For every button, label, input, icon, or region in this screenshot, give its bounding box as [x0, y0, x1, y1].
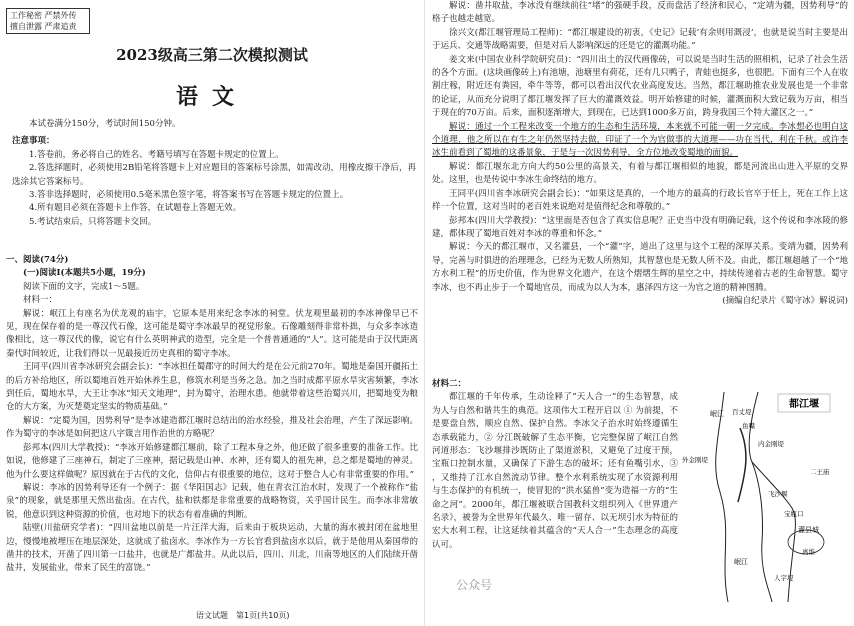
- label-minjiang-upper: 岷江: [710, 410, 724, 418]
- paragraph: 王同平(四川省李冰研究会副会长)：“如果这是真的，一个地方的最高的行政长官卒于任上，死在工作上这样一个位置，这对当时的老百姓来说绝对是值得纪念和尊敬的。”: [432, 188, 848, 213]
- paragraph: 解说：岷江上有座名为伏龙观的庙宇，它原本是用来纪念李冰的祠堂。伏龙观里最初的李冰神像早已不见，现在保存着的是一尊汉代石像，这可能是蜀守李冰最早的视觉形象。石像雕刻得非常朴拙，与众多李冰造像相比，这一尊汉代的像，说它有什么英明神武的造型，完全是一个普普通通的“人”。这可能是由于汉代距离秦代时间较近，让我们得以一见最接近历史真相的蜀守李冰。: [6, 308, 418, 359]
- paragraph: 姜文来(中国农业科学院研究员)：“四川出土的汉代画像砖，可以说是当时生活的照相机，记录了社会生活的各个方面。(这块画像砖上)有池塘，池塘里有荷花，还有几只鸭子，青蛙也挺多，也很肥。下面有三个人在收割庄稼，附近还有粪园，牵牛等等，都可以看出汉代农业高度发达。当然，都江堰助推农业发展也是一个非常的论证，从而充分说明了都江堰发挥了巨大的灌溉效益。明开始修建的时候，灌溉面积大致记载为万亩，相当于现在的70万亩。后来，面积逐渐增大，到现在，已达到1000多万亩，跨身我国三个特大灌区之一。”: [432, 54, 848, 119]
- source-citation: (摘编自纪录片《蜀守冰》解说词): [722, 295, 848, 306]
- paragraph: 陆壁(川盐研究学者)：“四川盆地以前是一片汪洋大海，后来由于板块运动，大量的海水被封闭在盆地里边，慢慢地被埋压在地层深处，这就成了盐卤水。李冰作为一方长官看到盐卤水以后，就于是他用从秦国带的凿井的技术，开凿了四川第一口盐井，也就是广都盐井。从此以后，四川、川北，川南等地区的人们陆续开凿盐井，发展盐业，带来了民生的富饶。”: [6, 523, 418, 574]
- paragraph: 都江堰的千年传承，生动诠释了“天人合一”的生态智慧，成为人与自然和谐共生的典范。这项伟大工程开启以 ① 为前提，不是要盘自然，顺应自然、保护自然。李冰父子治水时始终遵循生态承载能力，② 分江既破解了生态平衡，它完整保留了岷江自然河道形态：飞沙堰排沙既防止了渠道淤积，又避免了过度干预，宝瓶口控制水量，又确保了下游生态的破坏；还有鱼嘴引水，③ ，又维持了江水自然流动节律。整个水利系统实现了水资源利用与生态保护的有机统一，使冒犯的“洪水猛兽”变为造福一方的“生命之河”。2000年，都江堰被联合国教科文组织列入《世界遗产名录》，被誉为全世界年代最久、唯一留存、以无坝引水为特征的宏大水利工程，让这延续着其蕴含的“天人合一”生态理念的高度认可。: [432, 392, 678, 550]
- paragraph: 解说：都江堰东北方向大约50公里的高景关，有着与都江堰相似的地貌，都是河流出山进入平原的交界处。这里，也是传说中李冰生命终结的地方。: [432, 161, 848, 186]
- paragraph: 彭邦本(四川大学教授)：“李冰开始修建都江堰前，除了工程本身之外，他还做了很多重要的准备工作。比如说，他修建了三座神石，制定了三座神，据记载是山神、水神，还有蜀人的祖先神，总之都是蜀地的神灵。他为什么要这样做呢？原因就在于古代的文化，信仰占有很重要的地位，这对于整合人心有非常重要的作用。”: [6, 442, 418, 480]
- material-1-heading: 材料一：: [23, 295, 58, 306]
- label-minjiang-lower: 岷江: [734, 558, 748, 566]
- paragraph: 解说：“定蜀为国，因势利导”是李冰建造都江堰时总结出的治水经验，推及社会治理，产生了深远影响。作为蜀守的李冰是如何把这八字箴言用作治世的方略呢？: [6, 415, 418, 440]
- label-yuzui: 鱼嘴: [742, 422, 755, 430]
- material-1-continued: [432, 0, 848, 308]
- label-waijiang: 外金刚堤: [682, 456, 708, 464]
- right-column: [432, 0, 848, 626]
- note-item: 2.答选择题时，必须使用2B铅笔将答题卡上对应题目的答案标号涂黑，如需改动，用橡皮擦干净后，再选涂其它答案标号。: [12, 163, 416, 187]
- subsection-heading: (一)阅读Ⅰ(本题共5小题，19分): [23, 268, 146, 279]
- paragraph: 王同平(四川省李冰研究会副会长)：“李冰担任蜀郡守的时间大约是在公元前270年。蜀地是秦国开疆拓土的后方补给地区，所以蜀地百姓开始休养生息，修筑水利是当务之急。加之当时成都平原水旱灾害频繁，李冰到任后，蜀地水旱，大王让李冰“知天文地理”，封为蜀守，治理水患。他就带着这些治蜀兴川，把蜀地变为粮仓的大方案，为灭楚奠定坚实的物质基础。”: [6, 362, 418, 413]
- label-renqu: 人字堤: [774, 574, 794, 582]
- watermark: 公众号: [456, 578, 493, 592]
- confidential-stamp: [6, 8, 90, 34]
- paragraph: 解说：凿井取盐，李冰没有继续前往“堵”的强硬手段，反而盘活了经济和民心，“定靖为疆，因势利导”的格子也越走越宽。: [432, 1, 848, 25]
- section-heading: 一、阅读(74分): [6, 255, 69, 265]
- note-item: 3.答非选择题时，必须使用0.5毫米黑色签字笔，将答案书写在答题卡规定的位置上。: [29, 190, 349, 201]
- paragraph: 彭邦本(四川大学教授)：“这里面是否包含了真实信息呢？正史当中没有明确记载，这个传说和李冰陵的修建，都体现了蜀地百姓对李冰的尊重和怀念。”: [432, 215, 848, 239]
- label-neijiang: 内金刚堤: [758, 440, 784, 448]
- page-footer: 语文试题 第1页(共10页): [196, 611, 290, 620]
- label-lidui: 离堆: [802, 548, 815, 556]
- exam-title: 2023级高三第二次模拟测试: [116, 46, 308, 64]
- label-feisha: 飞沙堰: [768, 490, 788, 498]
- reading-section: [6, 254, 418, 576]
- label-baoping: 宝瓶口: [784, 510, 804, 518]
- exam-info: 本试卷满分150分，考试时间150分钟。: [29, 119, 181, 129]
- paragraph: 解说：李冰的因势利导还有一个例子：据《华阳国志》记载，他在青衣江治水时，发现了一个被称作“盐泉”的现象，就是那里天然出盐卤。在古代，盐和铁都是非常重要的战略物资，关乎国计民生。而李冰非常敏锐，他意识到这种资源的价值，也对地下的状态有着准确的判断。: [6, 482, 418, 520]
- subject-title: 语文: [175, 84, 248, 110]
- map-logo: [778, 394, 830, 412]
- paragraph: 徐兴文(都江堰管理局工程师)：“都江堰建设的初衷，《史记》记载‘有余则用溉浸’，也就是说当时主要是出于运兵、交通等战略需要，但是对后人影响深远的还是它的灌溉功能。”: [432, 27, 848, 52]
- stamp-line-1: 工作秘密 严禁外传: [10, 11, 77, 20]
- notes-heading: 注意事项：: [12, 136, 55, 147]
- label-erwang: 二王庙: [810, 468, 830, 476]
- note-item: 5.考试结束后，只将答题卡交回。: [29, 216, 157, 227]
- stamp-line-2: 擅自泄露 严肃追责: [10, 22, 77, 31]
- note-item: 4.所有题目必须在答题卡上作答，在试题卷上答题无效。: [29, 203, 242, 214]
- material-2-heading: 材料二：: [432, 379, 467, 389]
- note-item: 1.答卷前，务必将自己的姓名、考籍号填写在答题卡规定的位置上。: [29, 149, 284, 160]
- label-guanxian: 灌县城: [798, 526, 819, 534]
- left-column: [6, 0, 418, 626]
- paragraph: 解说：今天的都江堰市，又名灌县，一个“灌”字，道出了这里与这个工程的深厚关系。变靖为疆，因势利导，完善与时俱进的治理理念，已经为无数人所熟知，其智慧也是无数人所不及。由此，都江堰超越了一个“地方水利工程”的历史价值，作为世界文化遗产，在这个熠熠生辉的星空之中，持续传递着古老的生命智慧。蜀守李冰，也不再止步于一个蜀地官员，而成为以人为本，惠泽四方这一为官之道的精神图腾。: [432, 242, 848, 293]
- dujiangyan-map: [680, 392, 848, 602]
- notes-section: [12, 118, 416, 229]
- label-baizhang: 百丈堤: [732, 408, 752, 416]
- instruction: 阅读下面的文字，完成1～5题。: [23, 281, 145, 292]
- column-divider: [424, 0, 425, 626]
- map-logo-text: 都江堰: [789, 399, 819, 410]
- paragraph-underlined: 解说：通过一个工程来改变一个地方的生态和生活环境，本来就不可能一朝一夕完成。李冰想必也明白这个道理，他之所以在有生之年仍然坚持去做，印证了一个为官做事的大道理——功在当代，利在千秋。或许李冰生前看到了蜀地的这番景象，于是与一次因势利导，全方位地改变蜀地的面貌。: [432, 121, 848, 159]
